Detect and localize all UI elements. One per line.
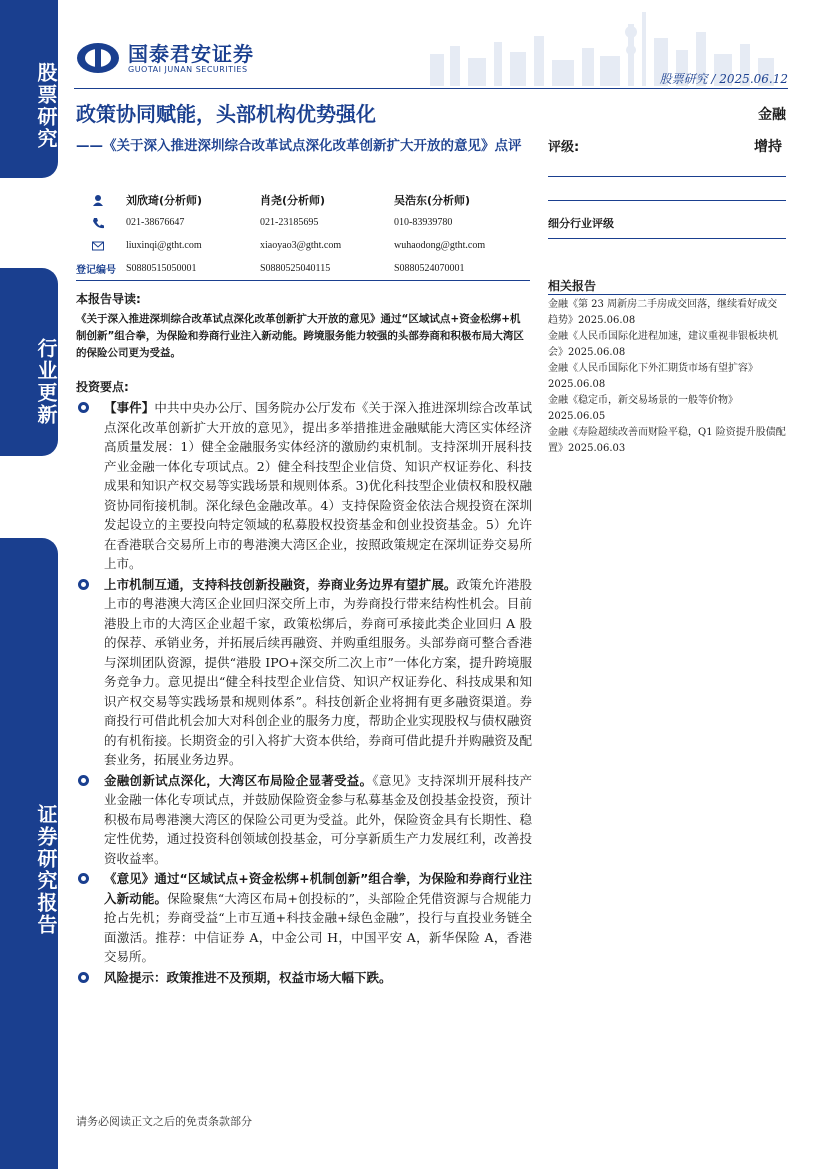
left-sidebar	[0, 0, 58, 1169]
rating-divider	[548, 200, 786, 201]
rating-divider	[548, 176, 786, 177]
logo-name-en: GUOTAI JUNAN SECURITIES	[128, 64, 248, 74]
analyst-name: 刘欣琦(分析师)	[126, 193, 203, 207]
report-subtitle: ——《关于深入推进深圳综合改革试点深化改革创新扩大开放的意见》点评	[76, 138, 522, 154]
sidebar-tag-stock-research: 股票研究	[0, 0, 58, 178]
related-reports-list	[548, 297, 786, 457]
analyst-phone: 010-83939780	[394, 217, 453, 228]
reg-label: 登记编号	[76, 265, 116, 276]
analyst-reg-row	[76, 257, 530, 280]
analyst-phone: 021-38676647	[126, 217, 185, 228]
analyst-reg: S0880525040115	[260, 263, 331, 274]
bullet-icon	[78, 873, 89, 884]
guide-label: 本报告导读:	[76, 292, 141, 306]
bullet-icon	[78, 579, 89, 590]
rating-value: 增持	[754, 139, 782, 155]
point-text: 《意见》支持深圳开展科技产业金融一体化专项试点，并鼓励保险资金参与私募基金及创投基金投资，预计积极布局粤港澳大湾区的保险公司更为受益。此外，保险资金具有长期性、稳定性优势，通过投资科创领域创投基金，可分享新质生产力发展红利，改善投资收益率。	[104, 772, 532, 866]
rating-label: 评级:	[548, 140, 580, 155]
header-divider	[74, 88, 788, 89]
related-report-link[interactable]: 金融《人民币国际化进程加速，建议重视非银板块机会》2025.06.08	[548, 331, 778, 358]
analyst-email[interactable]: liuxinqi@gtht.com	[126, 240, 202, 251]
bullet-icon	[78, 402, 89, 413]
point-lead: 【事件】	[104, 400, 155, 415]
investment-points	[76, 398, 532, 988]
points-label: 投资要点:	[76, 380, 129, 394]
point-text: 保险聚焦“大湾区布局+创投标的”，头部险企凭借资源与合规能力抢占先机；券商受益“上市互通+科技金融+绿色金融”，投行与直投业务链全面激活。推荐：中信证券 A，中金公司 H，中国平安 A，新华保险 A，香港交易所。	[104, 890, 532, 964]
point-lead: 上市机制互通，支持科技创新投融资，券商业务边界有望扩展。	[104, 576, 457, 592]
sector-label: 金融	[758, 107, 786, 123]
related-divider	[548, 294, 786, 295]
list-item	[76, 869, 532, 967]
point-text: 政策允许港股上市的粤港澳大湾区企业回归深交所上市，为券商投行带来结构性机会。目前港股上市的大湾区企业超千家，政策松绑后，券商可承接此类企业回归 A 股的保荐、承销业务，并拓展后续再融资、并购重组服务。头部券商可整合香港与深圳团队资源，提供“港股 IPO+深交所二次上市”一体化方案，提升跨境服务竞争力。意见提出“健全科技型企业信贷、知识产权证券化、科技成果和知识产权交易等实践场景和规则体系”。科技创新企业将拥有更多融资渠道。券商投行可借此机会加大对科创企业的服务力度，帮助企业实现股权与债权融资的有机衔接。长期资金的引入将扩大资本供给，券商可借此提升并购融资及配套业务，拓展业务边界。	[104, 576, 532, 767]
disclaimer-footer: 请务必阅读正文之后的免责条款部分	[76, 1115, 252, 1128]
point-text: 中共中央办公厅、国务院办公厅发布《关于深入推进深圳综合改革试点深化改革创新扩大开放的意见》，提出多举措推进金融赋能大湾区实体经济高质量发展：1）健全金融服务实体经济的激励约束机制。支持深圳开展科技产业金融一体化专项试点。2）健全科技型企业信贷、知识产权证券化、科技成果和知识产权交易等实践场景和规则体系。3)优化科技型企业债权和股权融资协同衔接机制。深化绿色金融改革。4）支持保险资金依法合规投资在深圳发起设立的主要投向特定领域的私募股权投资基金和创业投资基金。5）允许在香港联合交易所上市的粤港澳大湾区企业，按照政策规定在深圳证券交易所上市。	[104, 400, 532, 571]
analyst-phone: 021-23185695	[260, 217, 319, 228]
sub-rating-label: 细分行业评级	[548, 217, 614, 230]
analyst-email[interactable]: xiaoyao3@gtht.com	[260, 240, 342, 251]
person-icon	[92, 194, 104, 206]
bullet-icon	[78, 972, 89, 983]
list-item	[76, 575, 532, 770]
list-item	[76, 968, 532, 988]
analyst-name-row	[76, 188, 530, 211]
analyst-email[interactable]: wuhaodong@gtht.com	[394, 240, 486, 251]
analyst-reg: S0880524070001	[394, 263, 465, 274]
guide-text: 《关于深入推进深圳综合改革试点深化改革创新扩大开放的意见》通过“区域试点+资金松绑+机制创新”组合拳，为保险和券商行业注入新动能。跨境服务能力较强的头部券商和积极布局大湾区的保险公司更为受益。	[76, 313, 524, 359]
report-type-date: 股票研究 / 2025.06.12	[659, 72, 788, 86]
analyst-reg: S0880515050001	[126, 263, 197, 274]
point-lead: 风险提示：政策推进不及预期，权益市场大幅下跌。	[104, 969, 392, 985]
phone-icon	[92, 217, 104, 229]
analyst-name: 肖尧(分析师)	[260, 193, 326, 207]
sidebar-tag-industry-update: 行业更新	[0, 268, 58, 456]
mail-icon	[92, 240, 104, 252]
analyst-phone-row	[76, 211, 530, 234]
logo-mark-icon	[76, 42, 120, 74]
point-lead: 金融创新试点深化，大湾区布局险企显著受益。	[104, 772, 373, 788]
related-report-link[interactable]: 金融《人民币国际化下外汇期货市场有望扩容》2025.06.08	[548, 363, 758, 390]
analyst-name: 吴浩东(分析师)	[394, 193, 471, 207]
related-report-link[interactable]: 金融《寿险超续改善而财险平稳，Q1 险资提升股债配置》2025.06.03	[548, 427, 786, 454]
bullet-icon	[78, 775, 89, 786]
analyst-email-row	[76, 234, 530, 257]
point-lead: 《意见》通过“区域试点+资金松绑+机制创新”组合拳，为保险和券商行业注入新动能。	[104, 871, 532, 906]
related-reports-label: 相关报告	[548, 279, 597, 293]
list-item	[76, 398, 532, 574]
analyst-table	[76, 188, 530, 281]
sub-rating-divider	[548, 238, 786, 239]
report-title: 政策协同赋能，头部机构优势强化	[76, 102, 376, 126]
related-report-link[interactable]: 金融《稳定币，新交易场景的一般等价物》2025.06.05	[548, 395, 738, 422]
logo-name-cn: 国泰君安证券	[128, 41, 254, 66]
list-item	[76, 771, 532, 869]
related-report-link[interactable]: 金融《第 23 周新房二手房成交回落，继续看好成交趋势》2025.06.08	[548, 299, 778, 326]
company-logo	[76, 42, 254, 74]
sidebar-tag-securities-report: 证券研究报告	[0, 538, 58, 1169]
